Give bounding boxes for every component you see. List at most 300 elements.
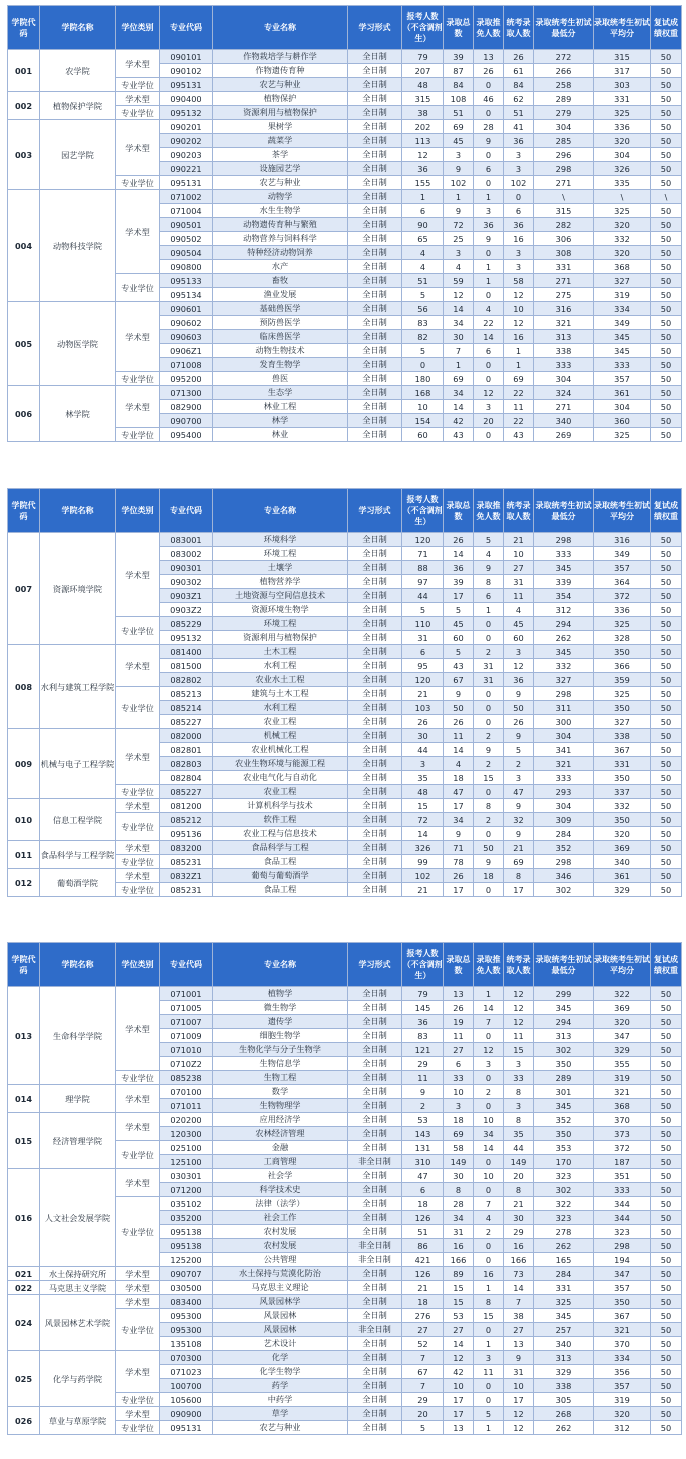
study-mode: 全日制: [348, 414, 402, 428]
admitted-exempt: 8: [474, 575, 504, 589]
study-mode: 全日制: [348, 533, 402, 547]
study-mode: 全日制: [348, 1337, 402, 1351]
major-name: 蔬菜学: [213, 134, 348, 148]
major-name: 生物物理学: [213, 1099, 348, 1113]
applicants: 6: [402, 204, 444, 218]
column-header: 录取统考生初试最低分: [534, 943, 594, 987]
retest-weight: 50: [651, 659, 682, 673]
applicants: 154: [402, 414, 444, 428]
major-code: 0906Z1: [160, 344, 213, 358]
admitted-exempt: 0: [474, 883, 504, 897]
avg-score: 320: [594, 1407, 651, 1421]
retest-weight: 50: [651, 120, 682, 134]
retest-weight: 50: [651, 1323, 682, 1337]
admitted-exam: 5: [504, 743, 534, 757]
column-header: 复试成绩权重: [651, 489, 682, 533]
admitted-exempt: 1: [474, 1337, 504, 1351]
admitted-total: 78: [444, 855, 474, 869]
retest-weight: 50: [651, 1379, 682, 1393]
admitted-total: 17: [444, 883, 474, 897]
admitted-exempt: 0: [474, 715, 504, 729]
degree-type: 学术型: [116, 869, 160, 883]
admitted-exempt: 9: [474, 855, 504, 869]
admitted-exempt: 6: [474, 344, 504, 358]
min-score: 313: [534, 330, 594, 344]
major-code: 095136: [160, 827, 213, 841]
avg-score: 325: [594, 428, 651, 442]
avg-score: 370: [594, 1113, 651, 1127]
study-mode: 全日制: [348, 162, 402, 176]
study-mode: 全日制: [348, 617, 402, 631]
major-code: 090501: [160, 218, 213, 232]
admitted-total: 12: [444, 288, 474, 302]
table-row: [8, 841, 682, 855]
retest-weight: 50: [651, 987, 682, 1001]
retest-weight: 50: [651, 1295, 682, 1309]
major-code: 0710Z2: [160, 1057, 213, 1071]
min-score: 293: [534, 785, 594, 799]
major-code: 095300: [160, 1323, 213, 1337]
major-code: 090201: [160, 120, 213, 134]
study-mode: 全日制: [348, 715, 402, 729]
retest-weight: 50: [651, 386, 682, 400]
applicants: 67: [402, 1365, 444, 1379]
major-name: 作物栽培学与耕作学: [213, 50, 348, 64]
admitted-exempt: 2: [474, 645, 504, 659]
admitted-total: 108: [444, 92, 474, 106]
major-name: 科学技术史: [213, 1183, 348, 1197]
table-row: [8, 1085, 682, 1099]
avg-score: 344: [594, 1197, 651, 1211]
min-score: 345: [534, 1309, 594, 1323]
college-name: 葡萄酒学院: [40, 869, 116, 897]
avg-score: 368: [594, 260, 651, 274]
admitted-exam: 3: [504, 1057, 534, 1071]
applicants: 10: [402, 400, 444, 414]
retest-weight: 50: [651, 302, 682, 316]
column-header: 专业名称: [213, 6, 348, 50]
min-score: 268: [534, 1407, 594, 1421]
major-name: 农业生物环境与能源工程: [213, 757, 348, 771]
study-mode: 全日制: [348, 575, 402, 589]
major-name: 中药学: [213, 1393, 348, 1407]
study-mode: 全日制: [348, 344, 402, 358]
min-score: 345: [534, 645, 594, 659]
major-name: 生物信息学: [213, 1057, 348, 1071]
admitted-exempt: 18: [474, 869, 504, 883]
retest-weight: 50: [651, 1337, 682, 1351]
admitted-exempt: 11: [474, 1365, 504, 1379]
major-name: 基础兽医学: [213, 302, 348, 316]
retest-weight: 50: [651, 428, 682, 442]
applicants: 29: [402, 1057, 444, 1071]
admitted-total: 53: [444, 1309, 474, 1323]
header-row: [8, 6, 682, 50]
retest-weight: 50: [651, 561, 682, 575]
major-name: 水生生物学: [213, 204, 348, 218]
major-code: 082802: [160, 673, 213, 687]
admitted-exam: 8: [504, 1085, 534, 1099]
avg-score: 369: [594, 841, 651, 855]
degree-type: 学术型: [116, 92, 160, 106]
applicants: 35: [402, 771, 444, 785]
admitted-exam: 12: [504, 288, 534, 302]
study-mode: 全日制: [348, 855, 402, 869]
applicants: 21: [402, 1281, 444, 1295]
college-name: 动物医学院: [40, 302, 116, 386]
column-header: 学院代码: [8, 6, 40, 50]
retest-weight: 50: [651, 148, 682, 162]
admitted-exempt: 0: [474, 148, 504, 162]
admitted-exam: 20: [504, 1169, 534, 1183]
major-name: 林业工程: [213, 400, 348, 414]
college-code: 008: [8, 645, 40, 729]
retest-weight: 50: [651, 771, 682, 785]
avg-score: 303: [594, 78, 651, 92]
admitted-total: 42: [444, 1365, 474, 1379]
major-code: 083400: [160, 1295, 213, 1309]
admitted-total: 18: [444, 771, 474, 785]
retest-weight: 50: [651, 589, 682, 603]
admitted-exam: 31: [504, 575, 534, 589]
retest-weight: 50: [651, 1183, 682, 1197]
major-code: 030301: [160, 1169, 213, 1183]
avg-score: 331: [594, 92, 651, 106]
study-mode: 全日制: [348, 645, 402, 659]
degree-type: 学术型: [116, 1295, 160, 1309]
table-row: [8, 190, 682, 204]
table-row: [8, 533, 682, 547]
degree-type: 学术型: [116, 645, 160, 687]
study-mode: 全日制: [348, 148, 402, 162]
college-name: 水土保持研究所: [40, 1267, 116, 1281]
min-score: 300: [534, 715, 594, 729]
study-mode: 全日制: [348, 1113, 402, 1127]
major-name: 动物生物技术: [213, 344, 348, 358]
admitted-total: 13: [444, 1421, 474, 1435]
min-score: 165: [534, 1253, 594, 1267]
avg-score: 349: [594, 316, 651, 330]
admitted-exempt: 0: [474, 246, 504, 260]
study-mode: 全日制: [348, 547, 402, 561]
table-row: [8, 1169, 682, 1183]
study-mode: 全日制: [348, 1379, 402, 1393]
major-code: 090400: [160, 92, 213, 106]
column-header: 统考录取人数: [504, 6, 534, 50]
major-code: 105600: [160, 1393, 213, 1407]
college-name: 动物科技学院: [40, 190, 116, 302]
major-code: 095132: [160, 631, 213, 645]
table-row: [8, 1281, 682, 1295]
admitted-total: 10: [444, 1379, 474, 1393]
major-name: 农艺与种业: [213, 1421, 348, 1435]
avg-score: 368: [594, 1099, 651, 1113]
avg-score: 320: [594, 218, 651, 232]
min-score: 354: [534, 589, 594, 603]
min-score: 271: [534, 274, 594, 288]
retest-weight: 50: [651, 869, 682, 883]
college-code: 012: [8, 869, 40, 897]
study-mode: 全日制: [348, 1127, 402, 1141]
major-code: 082804: [160, 771, 213, 785]
major-code: 085227: [160, 785, 213, 799]
admitted-total: 17: [444, 589, 474, 603]
study-mode: 全日制: [348, 799, 402, 813]
study-mode: 全日制: [348, 190, 402, 204]
retest-weight: 50: [651, 743, 682, 757]
major-code: 071007: [160, 1015, 213, 1029]
column-header: 学位类别: [116, 6, 160, 50]
degree-type: 学术型: [116, 386, 160, 428]
admitted-total: 84: [444, 78, 474, 92]
admitted-exempt: 15: [474, 771, 504, 785]
college-name: 水利与建筑工程学院: [40, 645, 116, 729]
applicants: 5: [402, 344, 444, 358]
min-score: 284: [534, 827, 594, 841]
table-row: [8, 645, 682, 659]
admitted-exam: 32: [504, 813, 534, 827]
admitted-total: 69: [444, 372, 474, 386]
retest-weight: 50: [651, 715, 682, 729]
college-code: 009: [8, 729, 40, 799]
applicants: 18: [402, 1295, 444, 1309]
admitted-exam: 36: [504, 134, 534, 148]
admitted-exam: 9: [504, 729, 534, 743]
applicants: 5: [402, 603, 444, 617]
admitted-exam: 9: [504, 1351, 534, 1365]
applicants: 6: [402, 1183, 444, 1197]
admitted-exempt: 0: [474, 1239, 504, 1253]
major-code: 0832Z1: [160, 869, 213, 883]
study-mode: 全日制: [348, 1407, 402, 1421]
study-mode: 全日制: [348, 603, 402, 617]
admitted-exempt: 9: [474, 232, 504, 246]
study-mode: 全日制: [348, 771, 402, 785]
retest-weight: 50: [651, 344, 682, 358]
major-code: 095134: [160, 288, 213, 302]
avg-score: 337: [594, 785, 651, 799]
major-code: 135108: [160, 1337, 213, 1351]
admitted-total: 87: [444, 64, 474, 78]
admitted-exempt: 1: [474, 260, 504, 274]
min-score: 340: [534, 414, 594, 428]
admitted-exempt: 14: [474, 330, 504, 344]
admitted-total: 16: [444, 1239, 474, 1253]
retest-weight: 50: [651, 1113, 682, 1127]
retest-weight: 50: [651, 1141, 682, 1155]
avg-score: 320: [594, 1015, 651, 1029]
admitted-exam: 69: [504, 855, 534, 869]
admitted-exam: 36: [504, 218, 534, 232]
admission-table-2: [7, 488, 681, 897]
admitted-exam: 58: [504, 274, 534, 288]
applicants: 5: [402, 1421, 444, 1435]
college-name: 资源环境学院: [40, 533, 116, 645]
admitted-exam: 50: [504, 701, 534, 715]
major-code: 081400: [160, 645, 213, 659]
study-mode: 全日制: [348, 1141, 402, 1155]
admitted-exempt: 12: [474, 386, 504, 400]
retest-weight: 50: [651, 1365, 682, 1379]
admitted-exam: 6: [504, 204, 534, 218]
degree-type: 专业学位: [116, 372, 160, 386]
retest-weight: 50: [651, 1407, 682, 1421]
min-score: 289: [534, 92, 594, 106]
major-name: 农艺与种业: [213, 78, 348, 92]
retest-weight: 50: [651, 1155, 682, 1169]
avg-score: 360: [594, 414, 651, 428]
admitted-exam: 17: [504, 1393, 534, 1407]
admitted-exempt: 2: [474, 1225, 504, 1239]
avg-score: 367: [594, 1309, 651, 1323]
min-score: 257: [534, 1323, 594, 1337]
applicants: 51: [402, 274, 444, 288]
major-name: 葡萄与葡萄酒学: [213, 869, 348, 883]
avg-score: 336: [594, 120, 651, 134]
study-mode: 全日制: [348, 260, 402, 274]
avg-score: 315: [594, 50, 651, 64]
major-code: 085231: [160, 855, 213, 869]
major-code: 082000: [160, 729, 213, 743]
admission-table-3: [7, 942, 681, 1435]
major-code: 025100: [160, 1141, 213, 1155]
major-name: 遗传学: [213, 1015, 348, 1029]
major-name: 农业机械化工程: [213, 743, 348, 757]
admitted-exam: 16: [504, 232, 534, 246]
admitted-exempt: 2: [474, 813, 504, 827]
major-code: 071010: [160, 1043, 213, 1057]
admitted-total: 43: [444, 659, 474, 673]
min-score: 262: [534, 1421, 594, 1435]
table-row: [8, 869, 682, 883]
admitted-exempt: 0: [474, 1323, 504, 1337]
column-header: 录取统考生初试最低分: [534, 489, 594, 533]
admitted-total: 30: [444, 1169, 474, 1183]
admitted-exam: 36: [504, 673, 534, 687]
degree-type: 学术型: [116, 1351, 160, 1393]
study-mode: 全日制: [348, 1309, 402, 1323]
avg-score: 367: [594, 743, 651, 757]
major-code: 030500: [160, 1281, 213, 1295]
retest-weight: 50: [651, 176, 682, 190]
admitted-exam: 3: [504, 246, 534, 260]
study-mode: 全日制: [348, 757, 402, 771]
admitted-exempt: 26: [474, 64, 504, 78]
admitted-total: 69: [444, 1127, 474, 1141]
retest-weight: 50: [651, 1309, 682, 1323]
min-score: 282: [534, 218, 594, 232]
major-code: 071009: [160, 1029, 213, 1043]
degree-type: 专业学位: [116, 617, 160, 645]
degree-type: 专业学位: [116, 1071, 160, 1085]
applicants: 7: [402, 1379, 444, 1393]
avg-score: 344: [594, 1211, 651, 1225]
applicants: 276: [402, 1309, 444, 1323]
admitted-total: 15: [444, 1281, 474, 1295]
admitted-exempt: 9: [474, 134, 504, 148]
column-header: 录取统考生初试平均分: [594, 489, 651, 533]
min-score: 327: [534, 673, 594, 687]
major-code: 0903Z1: [160, 589, 213, 603]
major-code: 125100: [160, 1155, 213, 1169]
min-score: 266: [534, 64, 594, 78]
admitted-exempt: 3: [474, 1057, 504, 1071]
retest-weight: 50: [651, 1253, 682, 1267]
min-score: 271: [534, 176, 594, 190]
study-mode: 全日制: [348, 1043, 402, 1057]
study-mode: 全日制: [348, 589, 402, 603]
admitted-exempt: 0: [474, 1183, 504, 1197]
major-name: 细胞生物学: [213, 1029, 348, 1043]
retest-weight: 50: [651, 106, 682, 120]
study-mode: 全日制: [348, 134, 402, 148]
study-mode: 全日制: [348, 428, 402, 442]
major-name: 临床兽医学: [213, 330, 348, 344]
admitted-total: 43: [444, 428, 474, 442]
admitted-exam: 16: [504, 330, 534, 344]
admitted-exempt: 0: [474, 1029, 504, 1043]
study-mode: 全日制: [348, 246, 402, 260]
study-mode: 全日制: [348, 232, 402, 246]
admitted-total: 166: [444, 1253, 474, 1267]
major-code: 071008: [160, 358, 213, 372]
admitted-total: 89: [444, 1267, 474, 1281]
retest-weight: 50: [651, 1225, 682, 1239]
major-code: 070100: [160, 1085, 213, 1099]
column-header: 报考人数（不含调剂生）: [402, 943, 444, 987]
college-code: 021: [8, 1267, 40, 1281]
admitted-exam: 102: [504, 176, 534, 190]
avg-score: 356: [594, 1365, 651, 1379]
applicants: 315: [402, 92, 444, 106]
admitted-exempt: 0: [474, 428, 504, 442]
avg-score: 333: [594, 1183, 651, 1197]
admitted-exempt: 0: [474, 1155, 504, 1169]
admitted-exempt: 0: [474, 176, 504, 190]
major-name: 水利工程: [213, 659, 348, 673]
major-code: 071005: [160, 1001, 213, 1015]
study-mode: 全日制: [348, 316, 402, 330]
admitted-exam: 21: [504, 533, 534, 547]
study-mode: 全日制: [348, 1001, 402, 1015]
admitted-total: 4: [444, 757, 474, 771]
admitted-exam: 1: [504, 344, 534, 358]
applicants: 83: [402, 1029, 444, 1043]
min-score: 278: [534, 1225, 594, 1239]
avg-score: 320: [594, 134, 651, 148]
degree-type: 专业学位: [116, 1141, 160, 1169]
applicants: 36: [402, 162, 444, 176]
avg-score: 338: [594, 729, 651, 743]
study-mode: 全日制: [348, 1281, 402, 1295]
admitted-total: 9: [444, 162, 474, 176]
study-mode: 全日制: [348, 1085, 402, 1099]
college-name: 马克思主义学院: [40, 1281, 116, 1295]
degree-type: 学术型: [116, 190, 160, 274]
admitted-exam: 7: [504, 1295, 534, 1309]
admitted-exempt: 22: [474, 316, 504, 330]
retest-weight: 50: [651, 64, 682, 78]
applicants: 95: [402, 659, 444, 673]
min-score: 302: [534, 883, 594, 897]
admitted-exam: 3: [504, 1099, 534, 1113]
major-name: 艺术设计: [213, 1337, 348, 1351]
admitted-exempt: 5: [474, 533, 504, 547]
admitted-total: 3: [444, 148, 474, 162]
avg-score: 329: [594, 883, 651, 897]
min-score: 339: [534, 575, 594, 589]
applicants: 99: [402, 855, 444, 869]
